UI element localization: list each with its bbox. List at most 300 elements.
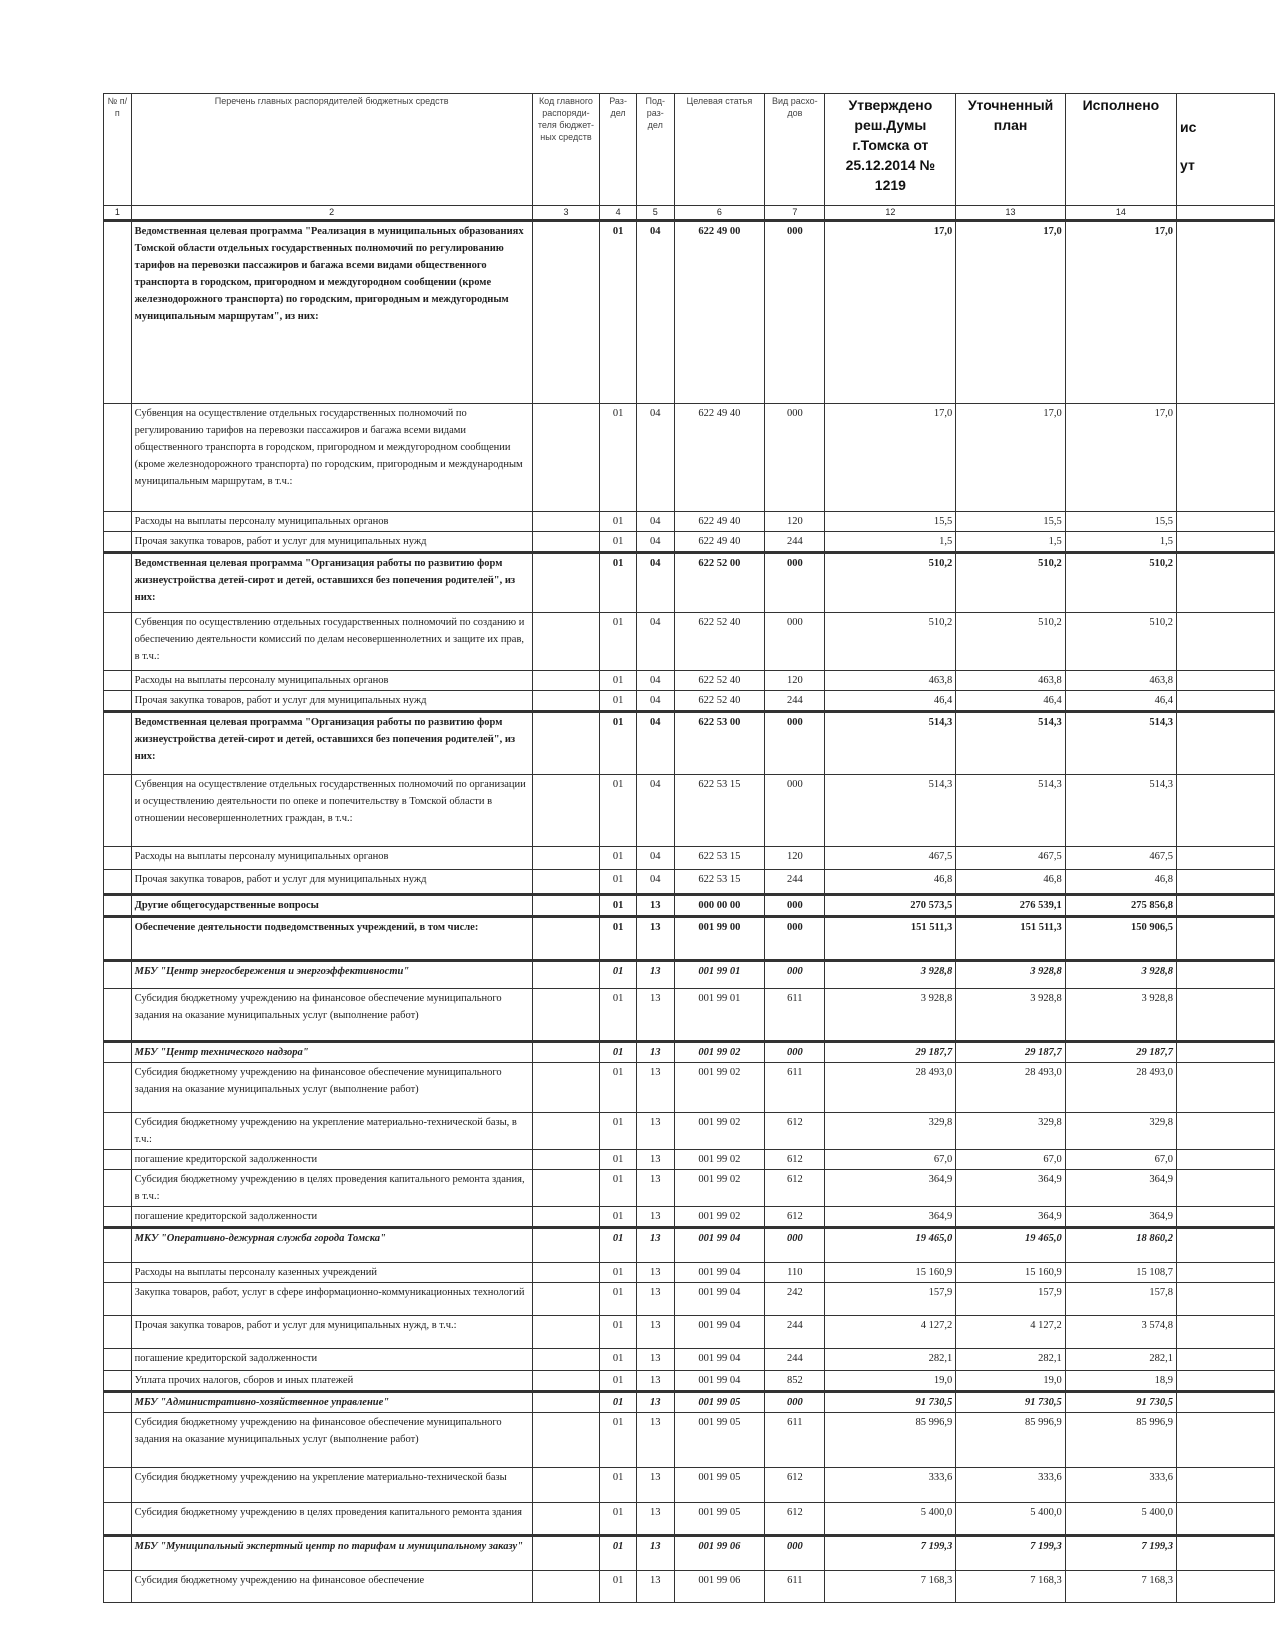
cell-cut-column <box>1177 613 1275 671</box>
cell-cut-column <box>1177 1228 1275 1263</box>
table-row <box>104 1571 1275 1603</box>
row-number-cell <box>104 671 132 691</box>
cell-code <box>532 1536 600 1571</box>
cell-vid: 612 <box>765 1468 825 1503</box>
row-name: Субвенция на осуществление отдельных государственных полномочий по организации и осуществлению деятельности по опеке и попечительству в Томской области в отношении несовершеннолетних граждан, в т.ч.: <box>131 775 532 847</box>
column-number: 12 <box>825 206 956 221</box>
cell-code <box>532 1316 600 1349</box>
cell-podrazdel: 04 <box>636 512 674 532</box>
cell-cut-column <box>1177 1170 1275 1207</box>
cell-code <box>532 775 600 847</box>
header-cut-column <box>1177 94 1275 206</box>
cell-approved: 19 465,0 <box>825 1228 956 1263</box>
cell-approved: 514,3 <box>825 775 956 847</box>
cell-vid: 000 <box>765 775 825 847</box>
cell-razdel: 01 <box>600 1150 637 1170</box>
row-number-cell <box>104 847 132 870</box>
cell-approved: 67,0 <box>825 1150 956 1170</box>
cell-razdel: 01 <box>600 847 637 870</box>
cell-done: 275 856,8 <box>1065 895 1176 917</box>
row-number-cell <box>104 221 132 404</box>
cell-razdel: 01 <box>600 532 637 553</box>
cell-razdel: 01 <box>600 1371 637 1392</box>
cell-cut-column <box>1177 1392 1275 1413</box>
cell-podrazdel: 13 <box>636 1571 674 1603</box>
cell-approved: 329,8 <box>825 1113 956 1150</box>
cell-code <box>532 895 600 917</box>
cell-razdel: 01 <box>600 989 637 1042</box>
cell-cut-column <box>1177 512 1275 532</box>
cell-razdel: 01 <box>600 613 637 671</box>
cell-code <box>532 1228 600 1263</box>
cell-code <box>532 1263 600 1283</box>
cell-cut-column <box>1177 1413 1275 1468</box>
cell-article: 000 00 00 <box>674 895 765 917</box>
table-row <box>104 1170 1275 1207</box>
cell-done: 510,2 <box>1065 613 1176 671</box>
header-done: Исполнено <box>1065 94 1176 206</box>
cell-cut-column <box>1177 404 1275 512</box>
cell-cut-column <box>1177 1349 1275 1371</box>
cell-razdel: 01 <box>600 895 637 917</box>
cell-cut-column <box>1177 1042 1275 1063</box>
cell-plan: 3 928,8 <box>956 961 1066 989</box>
table-row <box>104 989 1275 1042</box>
cell-done: 85 996,9 <box>1065 1413 1176 1468</box>
cell-cut-column <box>1177 1207 1275 1228</box>
cell-code <box>532 870 600 895</box>
cell-article: 622 53 00 <box>674 712 765 775</box>
cell-done: 364,9 <box>1065 1170 1176 1207</box>
cell-vid: 242 <box>765 1283 825 1316</box>
cell-approved: 17,0 <box>825 221 956 404</box>
cell-approved: 1,5 <box>825 532 956 553</box>
row-number-cell <box>104 989 132 1042</box>
cell-code <box>532 1468 600 1503</box>
row-name: Субсидия бюджетному учреждению на финансовое обеспечение муниципального задания на оказание муниципальных услуг (выполнение работ) <box>131 989 532 1042</box>
cell-cut-column <box>1177 671 1275 691</box>
table-row <box>104 870 1275 895</box>
cell-razdel: 01 <box>600 1536 637 1571</box>
cell-article: 001 99 02 <box>674 1170 765 1207</box>
cell-approved: 15,5 <box>825 512 956 532</box>
table-row <box>104 613 1275 671</box>
cell-approved: 364,9 <box>825 1207 956 1228</box>
cell-article: 001 99 01 <box>674 961 765 989</box>
table-row <box>104 775 1275 847</box>
cell-cut-column <box>1177 895 1275 917</box>
cell-article: 001 99 05 <box>674 1503 765 1536</box>
row-number-cell <box>104 1063 132 1113</box>
cell-vid: 611 <box>765 1413 825 1468</box>
cell-podrazdel: 04 <box>636 691 674 712</box>
cell-vid: 000 <box>765 613 825 671</box>
cell-podrazdel: 13 <box>636 1283 674 1316</box>
row-name: Ведомственная целевая программа "Организация работы по развитию форм жизнеустройства детей-сирот и детей, оставшихся без попечения родителей", из них: <box>131 712 532 775</box>
cell-cut-column <box>1177 1150 1275 1170</box>
cell-done: 15 108,7 <box>1065 1263 1176 1283</box>
cell-plan: 7 168,3 <box>956 1571 1066 1603</box>
cell-razdel: 01 <box>600 1283 637 1316</box>
cell-vid: 000 <box>765 1392 825 1413</box>
column-number: 3 <box>532 206 600 221</box>
cell-podrazdel: 13 <box>636 989 674 1042</box>
cell-done: 3 928,8 <box>1065 961 1176 989</box>
cell-razdel: 01 <box>600 1571 637 1603</box>
cell-podrazdel: 13 <box>636 1349 674 1371</box>
table-row <box>104 1503 1275 1536</box>
cell-podrazdel: 13 <box>636 1413 674 1468</box>
row-name: Субсидия бюджетному учреждению на финансовое обеспечение <box>131 1571 532 1603</box>
cell-done: 514,3 <box>1065 775 1176 847</box>
cell-podrazdel: 04 <box>636 532 674 553</box>
cell-approved: 7 199,3 <box>825 1536 956 1571</box>
cell-done: 514,3 <box>1065 712 1176 775</box>
table-row <box>104 1113 1275 1150</box>
cell-code <box>532 221 600 404</box>
table-row <box>104 1349 1275 1371</box>
cell-done: 18,9 <box>1065 1371 1176 1392</box>
row-number-cell <box>104 1316 132 1349</box>
cell-cut-column <box>1177 1063 1275 1113</box>
cell-vid: 000 <box>765 917 825 961</box>
row-number-cell <box>104 1170 132 1207</box>
table-row <box>104 1371 1275 1392</box>
row-number-cell <box>104 917 132 961</box>
cell-article: 001 99 04 <box>674 1283 765 1316</box>
cell-approved: 46,4 <box>825 691 956 712</box>
cell-cut-column <box>1177 532 1275 553</box>
header-article: Целевая статья <box>674 94 765 206</box>
cell-approved: 28 493,0 <box>825 1063 956 1113</box>
cell-code <box>532 1413 600 1468</box>
row-name: погашение кредиторской задолженности <box>131 1349 532 1371</box>
cell-vid: 000 <box>765 553 825 613</box>
header-approved: Утверждено реш.Думы г.Томска от 25.12.2014 № 1219 <box>825 94 956 206</box>
cell-razdel: 01 <box>600 1316 637 1349</box>
cell-vid: 000 <box>765 1228 825 1263</box>
cell-razdel: 01 <box>600 1263 637 1283</box>
cell-plan: 28 493,0 <box>956 1063 1066 1113</box>
cell-done: 3 574,8 <box>1065 1316 1176 1349</box>
cell-razdel: 01 <box>600 870 637 895</box>
cell-done: 3 928,8 <box>1065 989 1176 1042</box>
cell-plan: 29 187,7 <box>956 1042 1066 1063</box>
cell-approved: 463,8 <box>825 671 956 691</box>
cell-code <box>532 1392 600 1413</box>
cell-plan: 17,0 <box>956 221 1066 404</box>
cell-podrazdel: 13 <box>636 1228 674 1263</box>
cell-vid: 000 <box>765 712 825 775</box>
cell-done: 282,1 <box>1065 1349 1176 1371</box>
cell-razdel: 01 <box>600 1349 637 1371</box>
cell-vid: 612 <box>765 1113 825 1150</box>
cell-podrazdel: 04 <box>636 775 674 847</box>
cell-podrazdel: 13 <box>636 1468 674 1503</box>
cell-podrazdel: 04 <box>636 404 674 512</box>
cell-razdel: 01 <box>600 404 637 512</box>
header-name: Перечень главных распорядителей бюджетных средств <box>131 94 532 206</box>
header-cut-bottom: ут <box>1180 157 1195 173</box>
cell-approved: 333,6 <box>825 1468 956 1503</box>
cell-done: 18 860,2 <box>1065 1228 1176 1263</box>
cell-cut-column <box>1177 221 1275 404</box>
cell-podrazdel: 13 <box>636 1150 674 1170</box>
cell-plan: 19,0 <box>956 1371 1066 1392</box>
row-number-cell <box>104 1571 132 1603</box>
row-name: Ведомственная целевая программа "Реализация в муниципальных образованиях Томской области отдельных государственных полномочий по регулированию тарифов на перевозки пассажиров и багажа всеми видами общественного транспорта в городском, пригородном и междугородном сообщении (кроме железнодорожного транспорта) по городским, пригородным и междугородным муниципальным маршрутам", из них: <box>131 221 532 404</box>
row-name: Расходы на выплаты персоналу муниципальных органов <box>131 671 532 691</box>
cell-cut-column <box>1177 1316 1275 1349</box>
cell-code <box>532 691 600 712</box>
cell-done: 510,2 <box>1065 553 1176 613</box>
cell-podrazdel: 13 <box>636 1371 674 1392</box>
row-name: погашение кредиторской задолженности <box>131 1207 532 1228</box>
row-name: Субсидия бюджетному учреждению на укрепление материально-технической базы <box>131 1468 532 1503</box>
cell-cut-column <box>1177 1468 1275 1503</box>
cell-plan: 5 400,0 <box>956 1503 1066 1536</box>
table-row <box>104 1063 1275 1113</box>
table-row <box>104 1150 1275 1170</box>
cell-article: 001 99 00 <box>674 917 765 961</box>
header-podrazdel: Под-раз-дел <box>636 94 674 206</box>
cell-plan: 4 127,2 <box>956 1316 1066 1349</box>
cell-cut-column <box>1177 775 1275 847</box>
cell-podrazdel: 04 <box>636 671 674 691</box>
cell-code <box>532 553 600 613</box>
cell-approved: 364,9 <box>825 1170 956 1207</box>
row-number-cell <box>104 1283 132 1316</box>
cell-code <box>532 1150 600 1170</box>
cell-podrazdel: 13 <box>636 1536 674 1571</box>
cell-article: 622 52 40 <box>674 671 765 691</box>
cell-done: 15,5 <box>1065 512 1176 532</box>
cell-plan: 276 539,1 <box>956 895 1066 917</box>
cell-article: 001 99 06 <box>674 1536 765 1571</box>
row-number-cell <box>104 1263 132 1283</box>
cell-article: 622 53 15 <box>674 847 765 870</box>
row-number-cell <box>104 1150 132 1170</box>
table-row <box>104 671 1275 691</box>
cell-approved: 467,5 <box>825 847 956 870</box>
cell-code <box>532 1349 600 1371</box>
cell-podrazdel: 13 <box>636 1042 674 1063</box>
cell-approved: 270 573,5 <box>825 895 956 917</box>
cell-plan: 151 511,3 <box>956 917 1066 961</box>
cell-plan: 510,2 <box>956 553 1066 613</box>
cell-approved: 4 127,2 <box>825 1316 956 1349</box>
table-row <box>104 1042 1275 1063</box>
cell-done: 67,0 <box>1065 1150 1176 1170</box>
cell-article: 001 99 05 <box>674 1413 765 1468</box>
cell-podrazdel: 04 <box>636 613 674 671</box>
cell-razdel: 01 <box>600 1413 637 1468</box>
row-name: Прочая закупка товаров, работ и услуг для муниципальных нужд <box>131 870 532 895</box>
cell-done: 364,9 <box>1065 1207 1176 1228</box>
cell-podrazdel: 13 <box>636 1113 674 1150</box>
cell-done: 467,5 <box>1065 847 1176 870</box>
row-number-cell <box>104 553 132 613</box>
cell-code <box>532 1042 600 1063</box>
cell-vid: 120 <box>765 847 825 870</box>
row-number-cell <box>104 712 132 775</box>
cell-article: 001 99 04 <box>674 1316 765 1349</box>
cell-razdel: 01 <box>600 512 637 532</box>
cell-plan: 463,8 <box>956 671 1066 691</box>
cell-done: 333,6 <box>1065 1468 1176 1503</box>
cell-article: 001 99 04 <box>674 1228 765 1263</box>
cell-podrazdel: 13 <box>636 1503 674 1536</box>
cell-code <box>532 989 600 1042</box>
row-name: МКУ "Оперативно-дежурная служба города Томска" <box>131 1228 532 1263</box>
cell-code <box>532 1371 600 1392</box>
cell-article: 622 49 40 <box>674 532 765 553</box>
cell-article: 622 49 00 <box>674 221 765 404</box>
cell-vid: 244 <box>765 870 825 895</box>
cell-plan: 91 730,5 <box>956 1392 1066 1413</box>
cell-vid: 000 <box>765 404 825 512</box>
cell-podrazdel: 13 <box>636 1392 674 1413</box>
table-row <box>104 1207 1275 1228</box>
cell-done: 91 730,5 <box>1065 1392 1176 1413</box>
cell-code <box>532 1571 600 1603</box>
cell-code <box>532 1283 600 1316</box>
row-name: Обеспечение деятельности подведомственных учреждений, в том числе: <box>131 917 532 961</box>
cell-done: 150 906,5 <box>1065 917 1176 961</box>
cell-article: 622 53 15 <box>674 775 765 847</box>
cell-cut-column <box>1177 691 1275 712</box>
cell-cut-column <box>1177 1503 1275 1536</box>
cell-done: 46,4 <box>1065 691 1176 712</box>
cell-done: 5 400,0 <box>1065 1503 1176 1536</box>
row-number-cell <box>104 870 132 895</box>
cell-done: 46,8 <box>1065 870 1176 895</box>
row-number-cell <box>104 1503 132 1536</box>
cell-approved: 3 928,8 <box>825 989 956 1042</box>
cell-article: 001 99 06 <box>674 1571 765 1603</box>
row-name: Прочая закупка товаров, работ и услуг для муниципальных нужд <box>131 532 532 553</box>
cell-plan: 15,5 <box>956 512 1066 532</box>
cell-code <box>532 1207 600 1228</box>
cell-cut-column <box>1177 1113 1275 1150</box>
cell-cut-column <box>1177 847 1275 870</box>
table-row <box>104 1316 1275 1349</box>
cell-plan: 467,5 <box>956 847 1066 870</box>
cell-done: 7 199,3 <box>1065 1536 1176 1571</box>
cell-article: 622 49 40 <box>674 512 765 532</box>
cell-plan: 46,8 <box>956 870 1066 895</box>
cell-podrazdel: 04 <box>636 221 674 404</box>
cell-razdel: 01 <box>600 1170 637 1207</box>
cell-razdel: 01 <box>600 1113 637 1150</box>
cell-cut-column <box>1177 1283 1275 1316</box>
cell-approved: 151 511,3 <box>825 917 956 961</box>
row-number-cell <box>104 1413 132 1468</box>
cell-cut-column <box>1177 712 1275 775</box>
cell-done: 17,0 <box>1065 404 1176 512</box>
row-name: Прочая закупка товаров, работ и услуг для муниципальных нужд, в т.ч.: <box>131 1316 532 1349</box>
row-name: погашение кредиторской задолженности <box>131 1150 532 1170</box>
cell-plan: 3 928,8 <box>956 989 1066 1042</box>
cell-approved: 510,2 <box>825 613 956 671</box>
cell-approved: 29 187,7 <box>825 1042 956 1063</box>
cell-article: 001 99 02 <box>674 1063 765 1113</box>
cell-vid: 612 <box>765 1503 825 1536</box>
cell-podrazdel: 04 <box>636 553 674 613</box>
row-number-cell <box>104 613 132 671</box>
cell-done: 17,0 <box>1065 221 1176 404</box>
header-vid: Вид расхо-дов <box>765 94 825 206</box>
cell-approved: 7 168,3 <box>825 1571 956 1603</box>
cell-approved: 17,0 <box>825 404 956 512</box>
cell-vid: 244 <box>765 532 825 553</box>
header-plan: Уточненный план <box>956 94 1066 206</box>
cell-approved: 510,2 <box>825 553 956 613</box>
cell-code <box>532 1503 600 1536</box>
cell-approved: 282,1 <box>825 1349 956 1371</box>
cell-podrazdel: 04 <box>636 847 674 870</box>
cell-plan: 67,0 <box>956 1150 1066 1170</box>
cell-podrazdel: 13 <box>636 895 674 917</box>
column-number: 5 <box>636 206 674 221</box>
cell-cut-column <box>1177 1571 1275 1603</box>
table-row <box>104 404 1275 512</box>
cell-razdel: 01 <box>600 553 637 613</box>
row-number-cell <box>104 1113 132 1150</box>
cell-code <box>532 1170 600 1207</box>
cell-razdel: 01 <box>600 1063 637 1113</box>
cell-article: 622 52 40 <box>674 613 765 671</box>
cell-cut-column <box>1177 961 1275 989</box>
row-number-cell <box>104 1228 132 1263</box>
column-number: 13 <box>956 206 1066 221</box>
row-number-cell <box>104 1371 132 1392</box>
cell-plan: 364,9 <box>956 1207 1066 1228</box>
row-name: Расходы на выплаты персоналу казенных учреждений <box>131 1263 532 1283</box>
cell-done: 28 493,0 <box>1065 1063 1176 1113</box>
cell-cut-column <box>1177 870 1275 895</box>
cell-plan: 333,6 <box>956 1468 1066 1503</box>
cell-vid: 611 <box>765 1063 825 1113</box>
table-row <box>104 1283 1275 1316</box>
cell-article: 001 99 05 <box>674 1392 765 1413</box>
table-row <box>104 1263 1275 1283</box>
cell-article: 622 49 40 <box>674 404 765 512</box>
cell-vid: 611 <box>765 1571 825 1603</box>
table-row <box>104 532 1275 553</box>
cell-done: 1,5 <box>1065 532 1176 553</box>
cell-podrazdel: 13 <box>636 1207 674 1228</box>
cell-code <box>532 671 600 691</box>
cell-vid: 244 <box>765 1349 825 1371</box>
cell-plan: 7 199,3 <box>956 1536 1066 1571</box>
cell-cut-column <box>1177 553 1275 613</box>
row-name: Субсидия бюджетному учреждению на укрепление материально-технической базы, в т.ч.: <box>131 1113 532 1150</box>
cell-podrazdel: 13 <box>636 1263 674 1283</box>
cell-podrazdel: 04 <box>636 712 674 775</box>
cell-podrazdel: 13 <box>636 961 674 989</box>
row-number-cell <box>104 895 132 917</box>
cell-approved: 5 400,0 <box>825 1503 956 1536</box>
row-number-cell <box>104 512 132 532</box>
table-row <box>104 712 1275 775</box>
cell-article: 622 53 15 <box>674 870 765 895</box>
cell-razdel: 01 <box>600 775 637 847</box>
cell-done: 463,8 <box>1065 671 1176 691</box>
cell-plan: 1,5 <box>956 532 1066 553</box>
header-code: Код главного распоряди-теля бюджет-ных средств <box>532 94 600 206</box>
row-name: Другие общегосударственные вопросы <box>131 895 532 917</box>
